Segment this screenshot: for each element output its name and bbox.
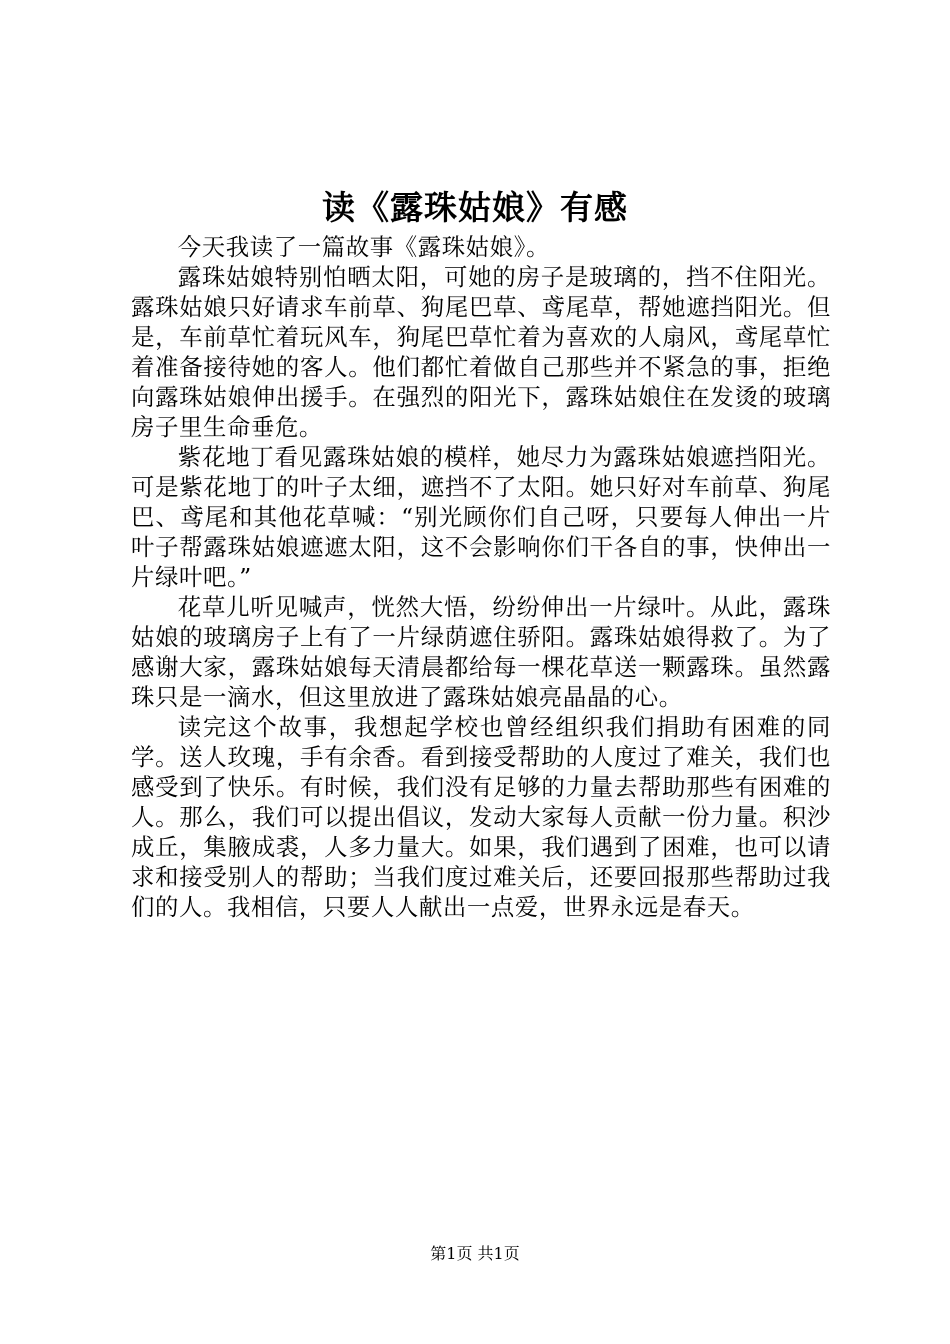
document-title: 读《露珠姑娘》有感 <box>322 188 628 227</box>
paragraph-story-1: 露珠姑娘特别怕晒太阳，可她的房子是玻璃的，挡不住阳光。露珠姑娘只好请求车前草、狗尾巴草、鸢尾草，帮她遮挡阳光。但是，车前草忙着玩风车，狗尾巴草忙着为喜欢的人扇风，鸢尾草忙着准备接待她的客人。他们都忙着做自己那些并不紧急的事，拒绝向露珠姑娘伸出援手。在强烈的阳光下，露珠姑娘住在发烫的玻璃房子里生命垂危。 <box>131 263 831 441</box>
page-number-footer: 第1页 共1页 <box>430 1244 520 1263</box>
paragraph-intro: 今天我读了一篇故事《露珠姑娘》。 <box>177 233 550 261</box>
paragraph-story-2: 紫花地丁看见露珠姑娘的模样，她尽力为露珠姑娘遮挡阳光。可是紫花地丁的叶子太细，遮挡不了太阳。她只好对车前草、狗尾巴、鸢尾和其他花草喊：“别光顾你们自己呀，只要每人伸出一片叶子帮露珠姑娘遮遮太阳，这不会影响你们干各自的事，快伸出一片绿叶吧。” <box>131 443 831 591</box>
paragraph-story-3: 花草儿听见喊声，恍然大悟，纷纷伸出一片绿叶。从此，露珠姑娘的玻璃房子上有了一片绿荫遮住骄阳。露珠姑娘得救了。为了感谢大家，露珠姑娘每天清晨都给每一棵花草送一颗露珠。虽然露珠只是一滴水，但这里放进了露珠姑娘亮晶晶的心。 <box>131 593 831 711</box>
document-body <box>131 232 831 922</box>
paragraph-reflection: 读完这个故事，我想起学校也曾经组织我们捐助有困难的同学。送人玫瑰，手有余香。看到接受帮助的人度过了难关，我们也感受到了快乐。有时候，我们没有足够的力量去帮助那些有困难的人。那么，我们可以提出倡议，发动大家每人贡献一份力量。积沙成丘，集腋成裘，人多力量大。如果，我们遇到了困难，也可以请求和接受别人的帮助；当我们度过难关后，还要回报那些帮助过我们的人。我相信，只要人人献出一点爱，世界永远是春天。 <box>131 713 831 921</box>
